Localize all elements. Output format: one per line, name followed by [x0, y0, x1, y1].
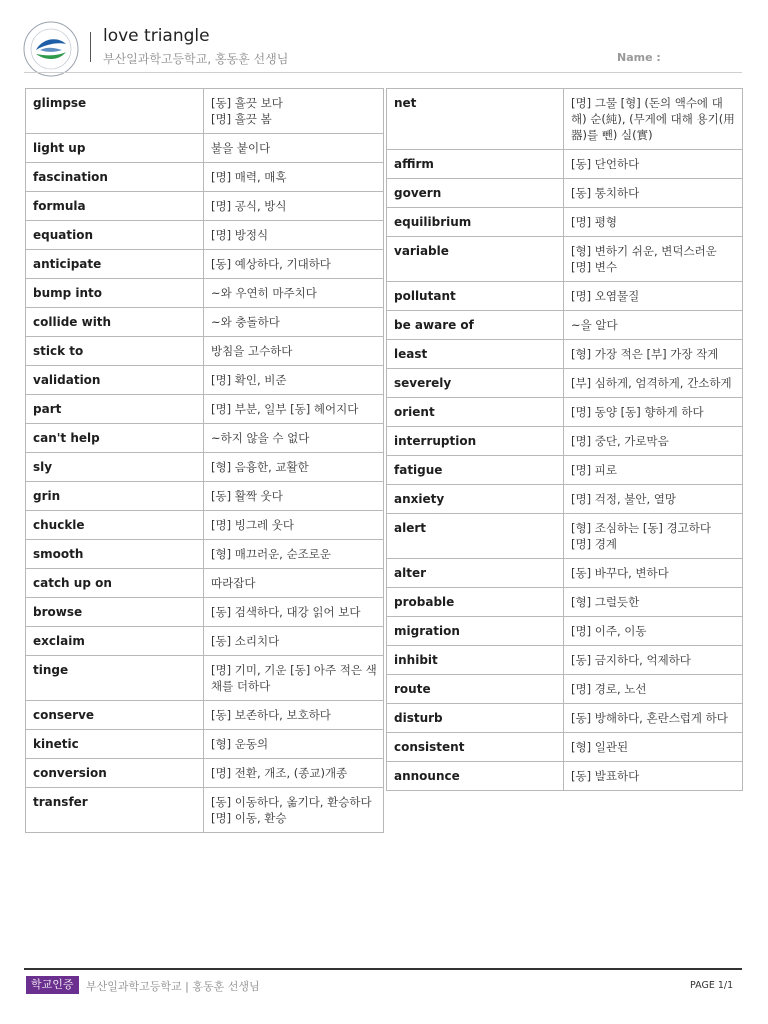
vocab-meaning: 불을 붙이다 — [204, 134, 384, 163]
footer-rule — [24, 968, 742, 970]
vocab-word: can't help — [26, 424, 204, 453]
table-row — [26, 366, 384, 395]
footer-text: 부산일과학고등학교 | 홍동훈 선생님 — [86, 980, 260, 993]
vocab-word: conserve — [26, 701, 204, 730]
vocab-word: alter — [387, 559, 564, 588]
vocab-meaning: [명] 동양 [동] 향하게 하다 — [564, 398, 743, 427]
vocab-meaning: [명] 전환, 개조, (종교)개종 — [204, 759, 384, 788]
table-row — [26, 701, 384, 730]
vocab-word: fascination — [26, 163, 204, 192]
vocab-meaning: [명] 평형 — [564, 208, 743, 237]
vocab-meaning: [형] 그럴듯한 — [564, 588, 743, 617]
table-row — [26, 730, 384, 759]
table-row — [26, 482, 384, 511]
table-row — [26, 134, 384, 163]
table-row — [387, 237, 743, 282]
vocab-meaning: [동] 단언하다 — [564, 150, 743, 179]
vocab-word: equation — [26, 221, 204, 250]
vocab-word: catch up on — [26, 569, 204, 598]
vocab-word: variable — [387, 237, 564, 282]
vocab-word: bump into — [26, 279, 204, 308]
vocab-word: grin — [26, 482, 204, 511]
vocab-word: migration — [387, 617, 564, 646]
table-row — [26, 759, 384, 788]
vocab-word: formula — [26, 192, 204, 221]
vocab-word: equilibrium — [387, 208, 564, 237]
vocab-meaning: [동] 보존하다, 보호하다 — [204, 701, 384, 730]
vocab-word: orient — [387, 398, 564, 427]
vocab-meaning: [동] 소리치다 — [204, 627, 384, 656]
table-row — [26, 598, 384, 627]
vocab-meaning: [동] 발표하다 — [564, 762, 743, 791]
vocab-meaning: 방침을 고수하다 — [204, 337, 384, 366]
table-row — [387, 762, 743, 791]
vocab-word: glimpse — [26, 89, 204, 134]
vocab-word: fatigue — [387, 456, 564, 485]
table-row — [26, 453, 384, 482]
table-row — [26, 627, 384, 656]
table-row — [26, 163, 384, 192]
page-number: PAGE 1/1 — [690, 980, 734, 991]
vocab-meaning: [형] 가장 적은 [부] 가장 작게 — [564, 340, 743, 369]
table-row — [387, 208, 743, 237]
vocab-word: pollutant — [387, 282, 564, 311]
vocab-word: probable — [387, 588, 564, 617]
vocab-word: conversion — [26, 759, 204, 788]
vocab-meaning: [형] 조심하는 [동] 경고하다 [명] 경계 — [564, 514, 743, 559]
vocab-word: be aware of — [387, 311, 564, 340]
vocab-word: inhibit — [387, 646, 564, 675]
vocab-meaning: [동] 바꾸다, 변하다 — [564, 559, 743, 588]
vocab-meaning: ~을 알다 — [564, 311, 743, 340]
table-row — [387, 675, 743, 704]
table-row — [387, 398, 743, 427]
vocab-word: severely — [387, 369, 564, 398]
table-row — [26, 192, 384, 221]
vocab-meaning: [명] 방정식 — [204, 221, 384, 250]
vocab-meaning: [명] 빙그레 웃다 — [204, 511, 384, 540]
vocab-word: interruption — [387, 427, 564, 456]
table-row — [387, 179, 743, 208]
vocab-meaning: [동] 활짝 웃다 — [204, 482, 384, 511]
table-row — [26, 337, 384, 366]
table-row — [26, 89, 384, 134]
vocab-meaning: [동] 통치하다 — [564, 179, 743, 208]
vocab-meaning: [동] 검색하다, 대강 읽어 보다 — [204, 598, 384, 627]
table-row — [387, 427, 743, 456]
table-row — [387, 588, 743, 617]
vocab-meaning: [동] 흘끗 보다 [명] 흘끗 봄 — [204, 89, 384, 134]
vocab-meaning: [명] 피로 — [564, 456, 743, 485]
vocab-word: chuckle — [26, 511, 204, 540]
vocab-meaning: [형] 일관된 — [564, 733, 743, 762]
vocab-word: collide with — [26, 308, 204, 337]
table-row — [387, 514, 743, 559]
table-row — [26, 511, 384, 540]
table-row — [387, 150, 743, 179]
table-row — [26, 250, 384, 279]
vocab-word: browse — [26, 598, 204, 627]
vocab-word: route — [387, 675, 564, 704]
page-title: love triangle — [103, 26, 210, 46]
vocab-meaning: [형] 변하기 쉬운, 변덕스러운 [명] 변수 — [564, 237, 743, 282]
table-row — [387, 559, 743, 588]
vocab-meaning: [명] 중단, 가로막음 — [564, 427, 743, 456]
table-row — [387, 369, 743, 398]
vocab-meaning: [동] 예상하다, 기대하다 — [204, 250, 384, 279]
vocab-word: anxiety — [387, 485, 564, 514]
vocab-meaning: [명] 오염물질 — [564, 282, 743, 311]
school-certified-badge: 학교인증 — [26, 976, 79, 994]
header-divider — [90, 32, 91, 62]
vocab-meaning: [명] 걱정, 불안, 열망 — [564, 485, 743, 514]
vocab-word: announce — [387, 762, 564, 791]
page-subtitle: 부산일과학고등학교, 홍동훈 선생님 — [103, 52, 289, 66]
vocab-word: smooth — [26, 540, 204, 569]
vocab-meaning: [동] 방해하다, 혼란스럽게 하다 — [564, 704, 743, 733]
vocab-word: alert — [387, 514, 564, 559]
vocab-meaning: [명] 매력, 매혹 — [204, 163, 384, 192]
vocab-meaning: [명] 확인, 비준 — [204, 366, 384, 395]
name-field-label: Name : — [617, 51, 661, 64]
vocab-word: exclaim — [26, 627, 204, 656]
table-row — [387, 617, 743, 646]
table-row — [26, 569, 384, 598]
table-row — [387, 89, 743, 150]
vocab-meaning: [형] 매끄러운, 순조로운 — [204, 540, 384, 569]
table-row — [26, 308, 384, 337]
table-row — [387, 733, 743, 762]
table-row — [387, 646, 743, 675]
vocab-table-right — [386, 88, 743, 791]
header-rule — [24, 72, 742, 73]
vocab-word: validation — [26, 366, 204, 395]
table-row — [387, 485, 743, 514]
vocab-meaning: 따라잡다 — [204, 569, 384, 598]
table-row — [26, 424, 384, 453]
table-row — [387, 282, 743, 311]
vocab-word: part — [26, 395, 204, 424]
vocab-meaning: ~와 충돌하다 — [204, 308, 384, 337]
vocab-word: light up — [26, 134, 204, 163]
table-row — [387, 340, 743, 369]
table-row — [26, 540, 384, 569]
vocab-meaning: [동] 금지하다, 억제하다 — [564, 646, 743, 675]
vocab-word: transfer — [26, 788, 204, 833]
vocab-meaning: ~하지 않을 수 없다 — [204, 424, 384, 453]
table-row — [387, 456, 743, 485]
vocab-word: disturb — [387, 704, 564, 733]
table-row — [26, 395, 384, 424]
vocab-meaning: [명] 기미, 기운 [동] 아주 적은 색채를 더하다 — [204, 656, 384, 701]
vocab-word: kinetic — [26, 730, 204, 759]
vocab-word: least — [387, 340, 564, 369]
vocab-meaning: [동] 이동하다, 옮기다, 환승하다 [명] 이동, 환승 — [204, 788, 384, 833]
vocab-word: stick to — [26, 337, 204, 366]
vocab-table-left — [25, 88, 384, 833]
table-row — [387, 311, 743, 340]
vocab-meaning: [형] 운동의 — [204, 730, 384, 759]
table-row — [26, 656, 384, 701]
vocab-word: net — [387, 89, 564, 150]
vocab-word: sly — [26, 453, 204, 482]
table-row — [26, 788, 384, 833]
vocab-word: consistent — [387, 733, 564, 762]
vocab-meaning: [명] 그물 [형] (돈의 액수에 대해) 순(純), (무게에 대해 용기(用器)를 뺀) 실(實) — [564, 89, 743, 150]
vocab-word: affirm — [387, 150, 564, 179]
vocab-word: govern — [387, 179, 564, 208]
vocab-meaning: ~와 우연히 마주치다 — [204, 279, 384, 308]
vocab-meaning: [명] 이주, 이동 — [564, 617, 743, 646]
vocab-word: anticipate — [26, 250, 204, 279]
table-row — [387, 704, 743, 733]
table-row — [26, 221, 384, 250]
school-logo-icon — [22, 20, 80, 78]
vocab-meaning: [명] 부분, 일부 [동] 헤어지다 — [204, 395, 384, 424]
vocab-meaning: [명] 경로, 노선 — [564, 675, 743, 704]
vocab-meaning: [형] 음흉한, 교활한 — [204, 453, 384, 482]
table-row — [26, 279, 384, 308]
vocab-meaning: [부] 심하게, 엄격하게, 간소하게 — [564, 369, 743, 398]
vocab-meaning: [명] 공식, 방식 — [204, 192, 384, 221]
vocab-word: tinge — [26, 656, 204, 701]
